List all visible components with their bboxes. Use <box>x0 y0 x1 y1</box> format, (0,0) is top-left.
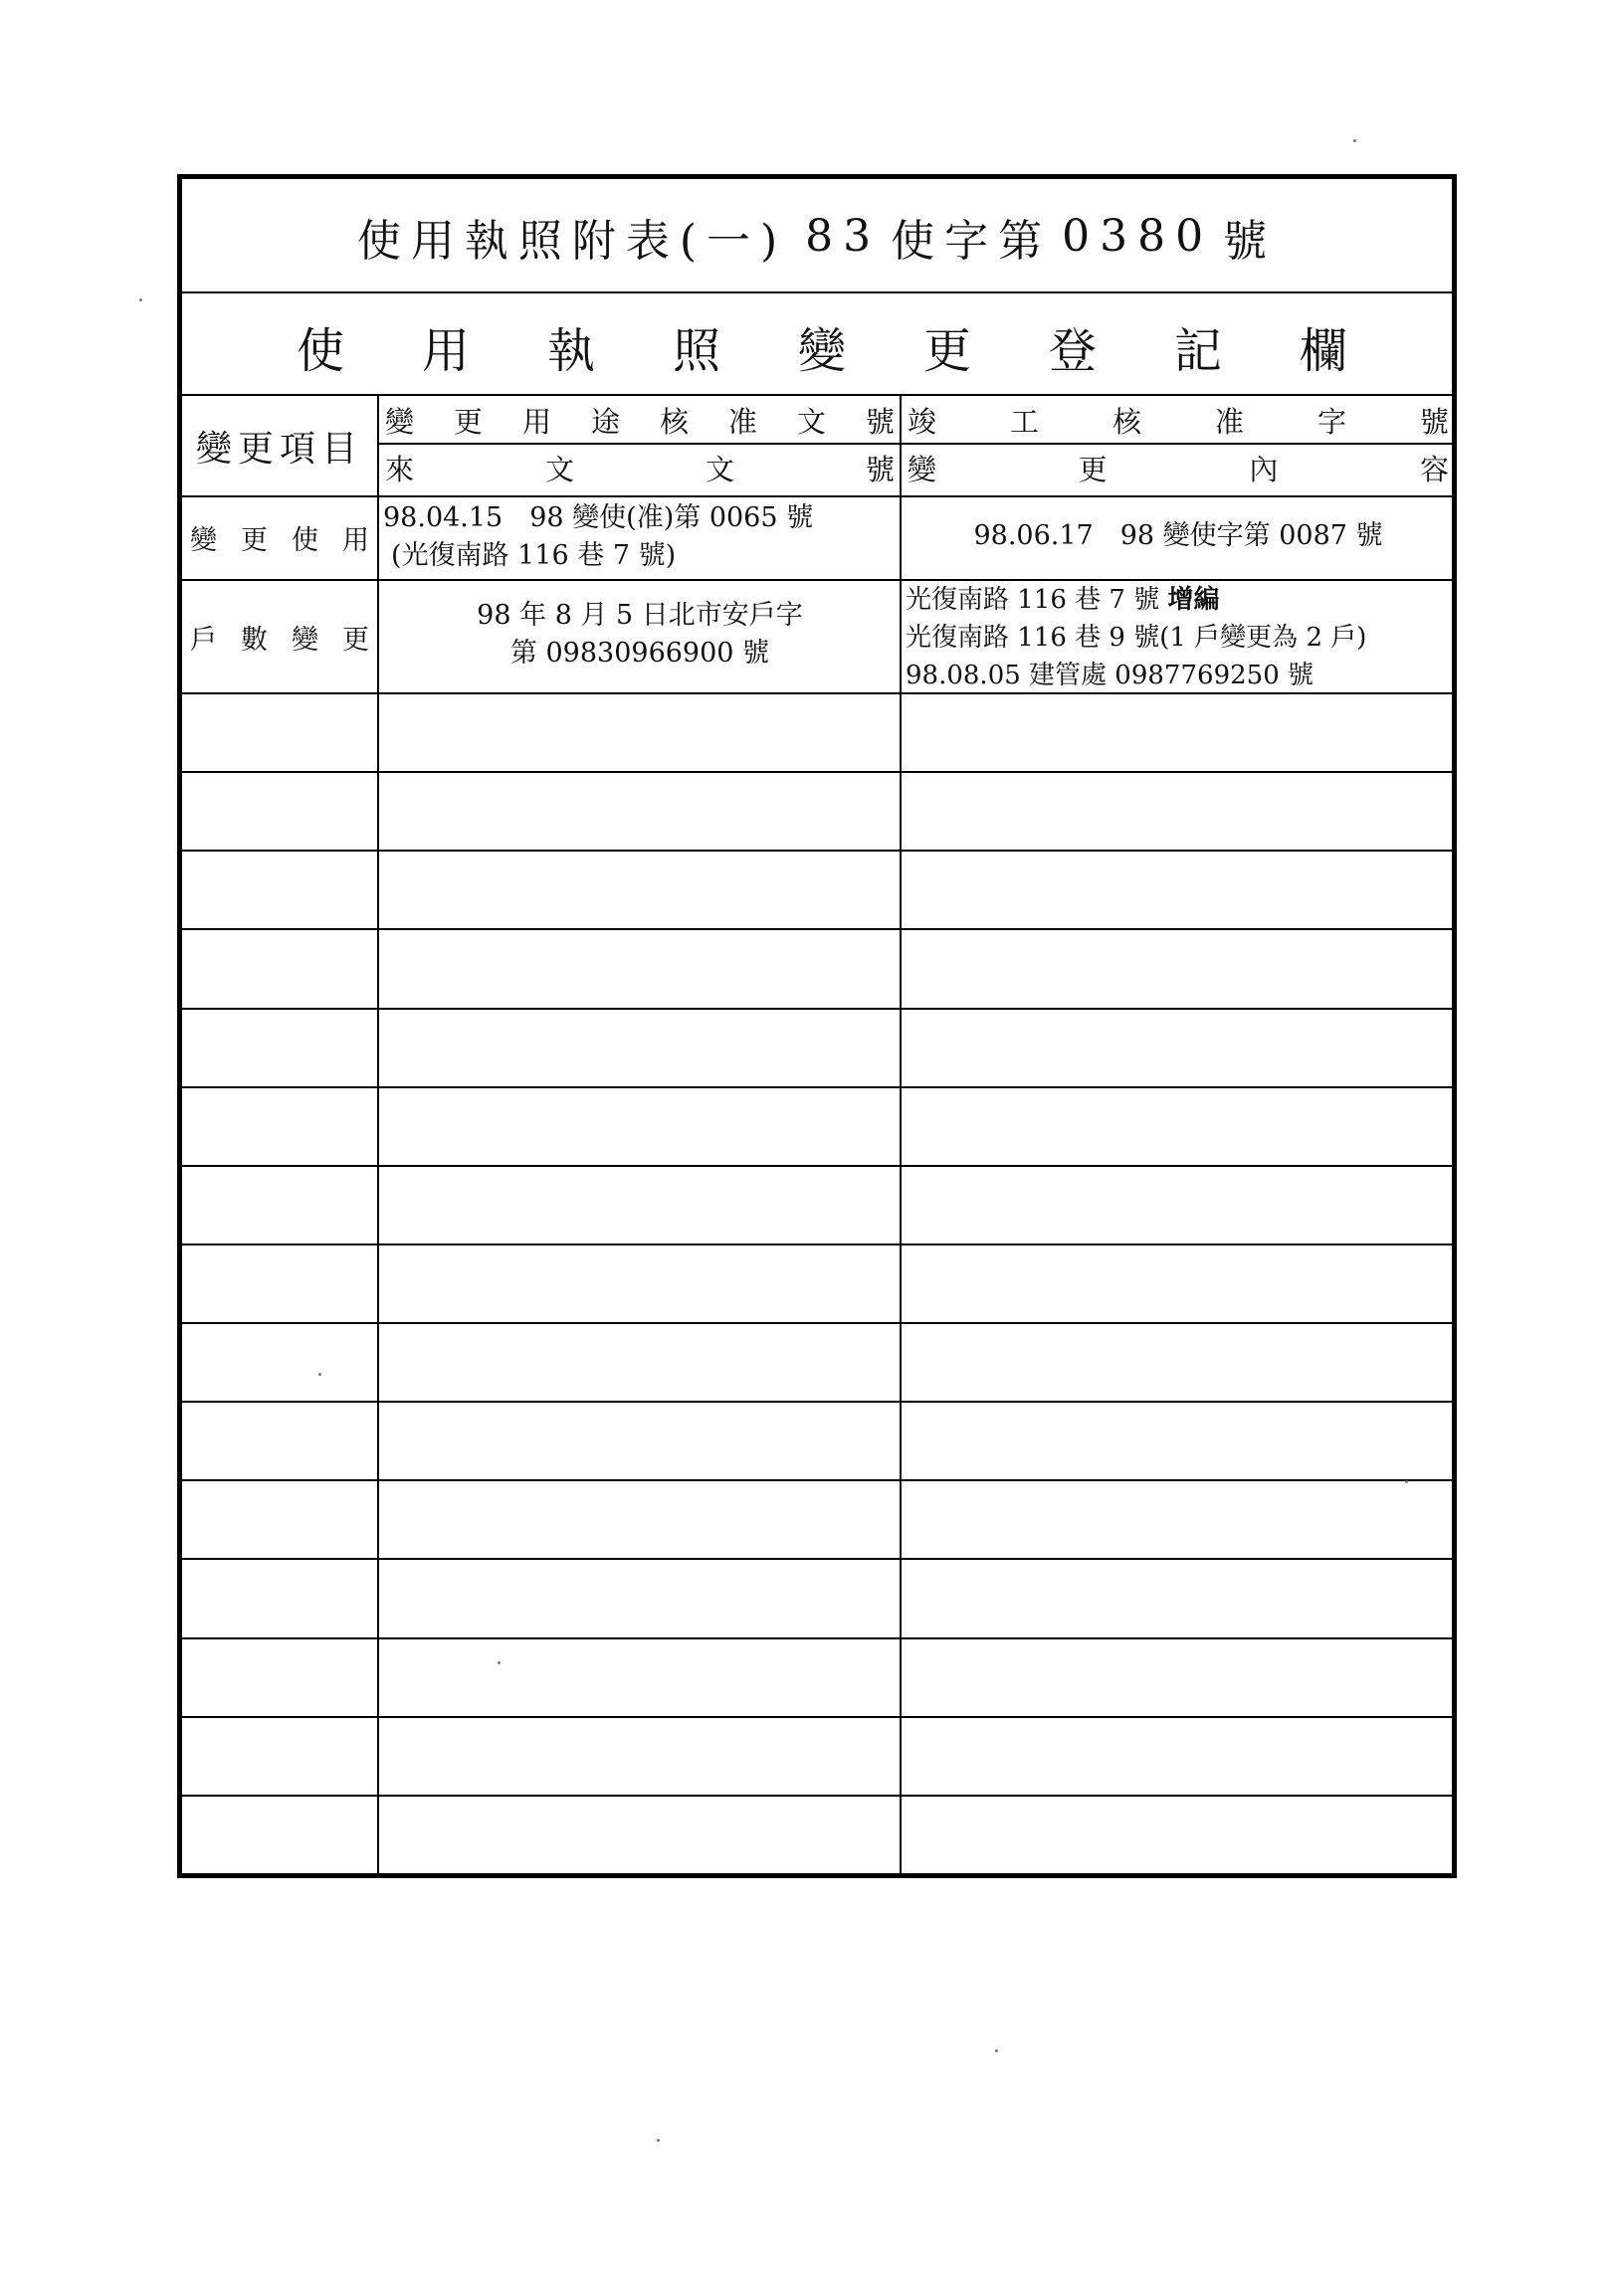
column-divider <box>900 394 902 1873</box>
title-char: 使字第 <box>891 215 1053 267</box>
divider <box>379 443 1452 445</box>
header-char: 號 <box>865 452 895 486</box>
header-col2-row1 <box>381 397 899 443</box>
header-col3-row1 <box>904 397 1453 443</box>
header-char: 文 <box>705 452 734 486</box>
header-char: 核 <box>659 404 689 439</box>
header-char: 號 <box>865 404 895 439</box>
title-char: 使 <box>356 215 411 267</box>
scan-speck <box>1405 1480 1408 1483</box>
title-char: 用 <box>410 215 465 267</box>
emphasis-tag: 增編 <box>1167 585 1220 615</box>
label-char: 更 <box>342 624 369 656</box>
cell-line: 光復南路 116 巷 9 號(1 戶變更為 2 戶) <box>906 623 1367 653</box>
header-char: 更 <box>1078 452 1108 486</box>
section-title-char: 登 <box>1048 322 1097 379</box>
cell-line: (光復南路 116 巷 7 號) <box>391 540 677 571</box>
column-divider <box>377 394 379 1873</box>
cell-line: 第 09830966900 號 <box>509 638 770 669</box>
row2-document-number <box>381 597 899 672</box>
label-char: 使 <box>292 524 318 556</box>
empty-row-divider <box>182 1716 1452 1718</box>
section-title-char: 欄 <box>1299 322 1347 379</box>
label-char: 數 <box>241 624 268 656</box>
header-char: 途 <box>590 404 620 439</box>
section-title-char: 執 <box>546 322 595 379</box>
section-title-char: 使 <box>297 322 345 379</box>
section-title-char: 記 <box>1173 322 1222 379</box>
header-char: 准 <box>727 404 757 439</box>
scan-speck <box>318 1373 321 1376</box>
header-char: 容 <box>1419 452 1449 486</box>
cell-line: 光復南路 116 巷 7 號 <box>906 585 1160 615</box>
scan-speck <box>657 2139 660 2142</box>
header-char: 用 <box>521 404 551 439</box>
empty-row-divider <box>182 1795 1452 1797</box>
row-label <box>182 581 377 692</box>
row1-document-number <box>383 499 897 575</box>
title-char: 0380 <box>1062 211 1214 262</box>
cell-line: 98.08.05 建管處 0987769250 號 <box>906 661 1313 690</box>
divider <box>182 692 1452 694</box>
cell-line: 98.04.15 98 變使(准)第 0065 號 <box>383 502 814 533</box>
section-title <box>182 296 1452 396</box>
section-title-char: 變 <box>797 322 846 379</box>
row2-change-content <box>906 581 1458 694</box>
label-char: 變 <box>292 624 318 656</box>
header-char: 准 <box>1214 404 1244 439</box>
header-char: 核 <box>1111 404 1141 439</box>
section-title-char: 照 <box>672 322 720 379</box>
license-table <box>177 174 1457 1878</box>
row-label <box>182 497 377 577</box>
title-char: 照 <box>517 215 572 267</box>
section-title-char: 更 <box>922 322 971 379</box>
empty-row-divider <box>182 850 1452 852</box>
header-char: 文 <box>796 404 826 439</box>
header-char: 變 <box>385 404 415 439</box>
cell-line: 98 年 8 月 5 日北市安戶字 <box>477 600 803 631</box>
scan-speck <box>1353 139 1356 142</box>
scan-speck <box>498 1661 501 1664</box>
header-char: 號 <box>1419 404 1449 439</box>
scan-speck <box>995 2049 998 2052</box>
empty-row-divider <box>182 1558 1452 1560</box>
row1-approval-number <box>904 517 1453 555</box>
title-char: 執 <box>464 215 518 267</box>
header-char: 更 <box>453 404 483 439</box>
title-char: (一) <box>679 215 788 267</box>
label-char: 更 <box>241 524 268 556</box>
header-col2-row2 <box>381 445 899 490</box>
header-char: 內 <box>1249 452 1279 486</box>
empty-row-divider <box>182 771 1452 773</box>
empty-row-divider <box>182 1008 1452 1010</box>
cell-line: 98.06.17 98 變使字第 0087 號 <box>973 520 1383 551</box>
header-char: 竣 <box>908 404 937 439</box>
title-char: 附 <box>571 215 626 267</box>
label-char: 用 <box>342 524 369 556</box>
header-item-label: 變更項目 <box>195 428 363 470</box>
empty-row-divider <box>182 1086 1452 1088</box>
empty-row-divider <box>182 1165 1452 1167</box>
title-char: 83 <box>805 211 882 262</box>
title-char: 號 <box>1223 215 1278 267</box>
header-char: 來 <box>385 452 415 486</box>
scan-speck <box>139 298 142 301</box>
empty-row-divider <box>182 1637 1452 1639</box>
empty-row-divider <box>182 1244 1452 1245</box>
header-char: 工 <box>1009 404 1039 439</box>
empty-row-divider <box>182 928 1452 930</box>
empty-row-divider <box>182 1322 1452 1324</box>
document-title <box>182 179 1452 293</box>
section-title-char: 用 <box>421 322 470 379</box>
header-char: 變 <box>908 452 937 486</box>
empty-row-divider <box>182 1401 1452 1403</box>
title-char: 表 <box>625 215 680 267</box>
empty-row-divider <box>182 1479 1452 1481</box>
header-col3-row2 <box>904 445 1453 490</box>
label-char: 戶 <box>190 624 217 656</box>
header-char: 字 <box>1316 404 1346 439</box>
header-char: 文 <box>544 452 574 486</box>
divider <box>182 291 1452 293</box>
label-char: 變 <box>190 524 217 556</box>
